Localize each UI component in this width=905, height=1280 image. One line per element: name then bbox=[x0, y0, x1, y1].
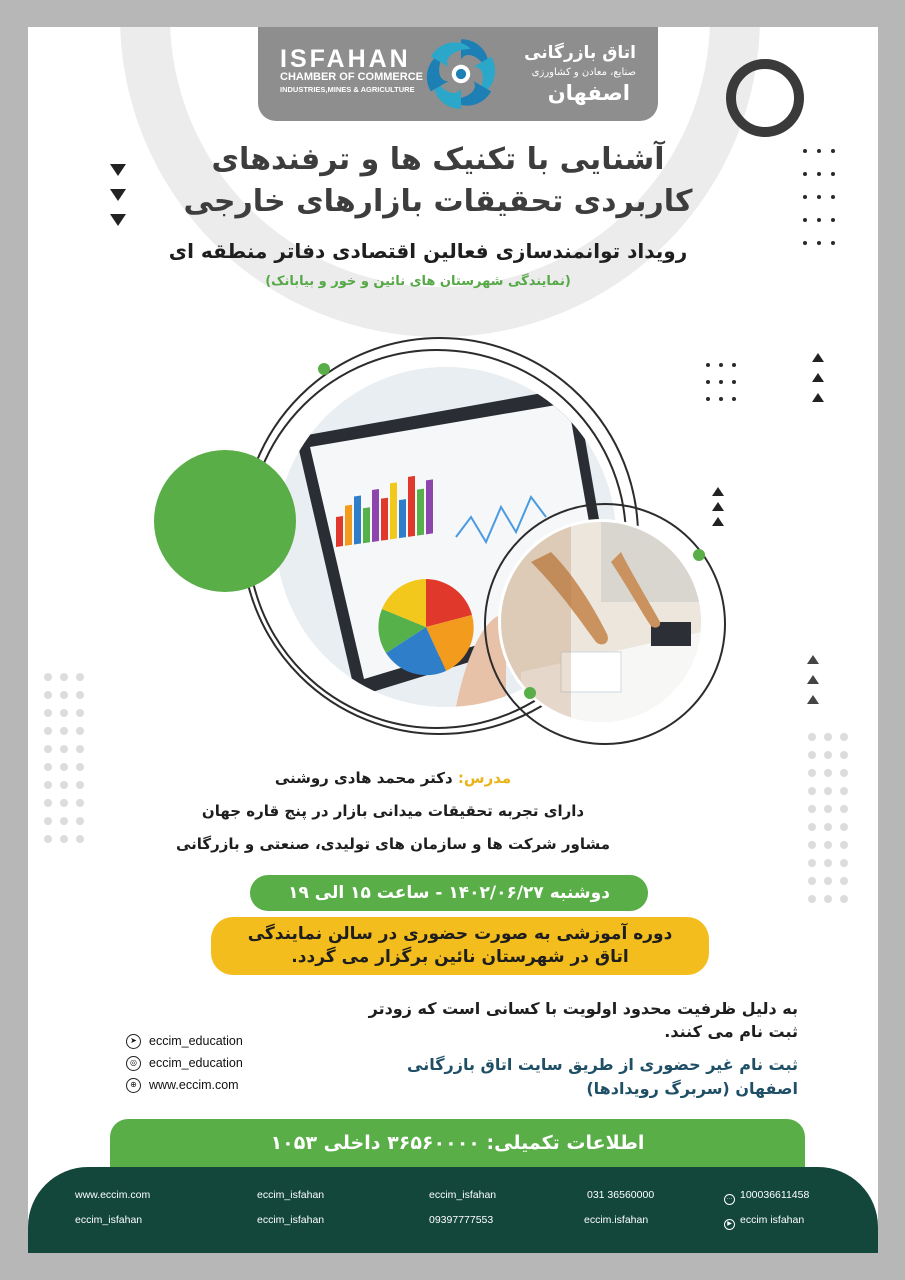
instagram-icon: ◎ bbox=[126, 1056, 141, 1071]
instructor-info bbox=[108, 762, 678, 861]
page-title bbox=[158, 139, 718, 223]
triangle-up-icon bbox=[712, 502, 724, 511]
triangle-up-icon bbox=[712, 487, 724, 496]
social-instagram[interactable] bbox=[126, 1052, 326, 1074]
instructor-experience: دارای تجربه تحقیقات میدانی بازار در پنج قاره جهان bbox=[201, 802, 585, 820]
logo-persian-city: اصفهان bbox=[547, 81, 630, 105]
instructor-label: مدرس: bbox=[457, 769, 512, 787]
decorative-green-dot bbox=[318, 363, 330, 375]
event-subtitle: رویداد توانمندسازی فعالین اقتصادی دفاتر منطقه ای bbox=[168, 239, 688, 263]
decorative-green-dot bbox=[693, 549, 705, 561]
instructor-name: دکتر محمد هادی روشنی bbox=[274, 769, 458, 787]
triangle-up-icon bbox=[807, 655, 819, 664]
title-line-2: کاربردی تحقیقات بازارهای خارجی bbox=[183, 184, 693, 219]
chamber-logo bbox=[258, 27, 658, 121]
capacity-line-2: ثبت نام می کنند. bbox=[664, 1022, 798, 1041]
logo-english-subtitle: CHAMBER OF COMMERCE bbox=[280, 71, 423, 83]
contact-info-bar: اطلاعات تکمیلی: ۳۶۵۶۰۰۰۰ داخلی ۱۰۵۳ bbox=[110, 1119, 805, 1169]
social-website-url: www.eccim.com bbox=[149, 1078, 239, 1092]
triangle-up-icon bbox=[812, 393, 824, 402]
logo-emblem-icon bbox=[420, 33, 502, 115]
capacity-line-1: به دلیل ظرفیت محدود اولویت با کسانی است که زودتر bbox=[368, 999, 798, 1018]
footer-handle[interactable]: eccim_isfahan bbox=[257, 1214, 325, 1226]
social-website[interactable] bbox=[126, 1074, 326, 1096]
footer-handle[interactable]: eccim_isfahan bbox=[75, 1214, 143, 1226]
triangle-up-icon bbox=[807, 695, 819, 704]
event-date-badge: دوشنبه ۱۴۰۲/۰۶/۲۷ - ساعت ۱۵ الی ۱۹ bbox=[250, 875, 648, 911]
title-line-1: آشنایی با تکنیک ها و ترفندهای bbox=[211, 142, 665, 177]
footer-handle[interactable]: eccim.isfahan bbox=[584, 1214, 649, 1226]
decorative-green-circle bbox=[154, 450, 296, 592]
logo-english-subtitle-2: INDUSTRIES,MINES & AGRICULTURE bbox=[280, 85, 415, 94]
sms-icon: ··· bbox=[724, 1194, 735, 1205]
course-location-banner bbox=[211, 917, 709, 975]
capacity-notice bbox=[318, 997, 798, 1043]
triangle-down-icon bbox=[110, 164, 126, 176]
triangle-up-icon bbox=[812, 353, 824, 362]
logo-english-title: ISFAHAN bbox=[280, 45, 411, 73]
triangle-down-icon bbox=[110, 189, 126, 201]
footer-handle[interactable]: eccim_isfahan bbox=[257, 1189, 325, 1201]
instructor-line bbox=[108, 762, 678, 795]
logo-persian-title: اتاق بازرگانی bbox=[524, 43, 636, 63]
social-telegram[interactable] bbox=[126, 1030, 326, 1052]
youtube-icon: ▶ bbox=[724, 1219, 735, 1230]
social-telegram-handle: eccim_education bbox=[149, 1034, 243, 1048]
footer bbox=[28, 1167, 878, 1253]
globe-icon: ⊕ bbox=[126, 1078, 141, 1093]
footer-youtube[interactable] bbox=[724, 1214, 804, 1230]
registration-line-1: ثبت نام غیر حضوری از طریق سایت اتاق بازرگانی bbox=[407, 1055, 798, 1074]
event-subtitle-note: (نمایندگی شهرستان های نائین و خور و بیابانک) bbox=[265, 274, 571, 289]
poster bbox=[28, 27, 878, 1253]
course-location-line-1: دوره آموزشی به صورت حضوری در سالن نمایندگی bbox=[247, 924, 673, 944]
footer-sms-number: 100036611458 bbox=[740, 1189, 810, 1201]
footer-phone[interactable]: 031 36560000 bbox=[587, 1189, 655, 1201]
triangle-up-icon bbox=[712, 517, 724, 526]
decorative-ring bbox=[726, 59, 804, 137]
instructor-role: مشاور شرکت ها و سازمان های تولیدی، صنعتی و بازرگانی bbox=[175, 835, 610, 853]
footer-youtube-handle: eccim isfahan bbox=[740, 1214, 805, 1226]
social-instagram-handle: eccim_education bbox=[149, 1056, 243, 1070]
triangle-down-icon bbox=[110, 214, 126, 226]
registration-notice bbox=[318, 1053, 798, 1101]
registration-line-2: اصفهان (سربرگ رویدادها) bbox=[586, 1079, 798, 1098]
footer-website[interactable]: www.eccim.com bbox=[75, 1189, 151, 1201]
footer-handle[interactable]: eccim_isfahan bbox=[429, 1189, 497, 1201]
footer-mobile[interactable]: 09397777553 bbox=[429, 1214, 494, 1226]
social-links bbox=[126, 1030, 326, 1096]
telegram-icon: ➤ bbox=[126, 1034, 141, 1049]
course-location-line-2: اتاق در شهرستان نائین برگزار می گردد. bbox=[291, 947, 629, 967]
footer-sms[interactable] bbox=[724, 1189, 809, 1205]
decorative-green-dot bbox=[524, 687, 536, 699]
triangle-up-icon bbox=[812, 373, 824, 382]
triangle-up-icon bbox=[807, 675, 819, 684]
logo-persian-subtitle: صنایع، معادن و کشاورزی bbox=[531, 67, 636, 78]
